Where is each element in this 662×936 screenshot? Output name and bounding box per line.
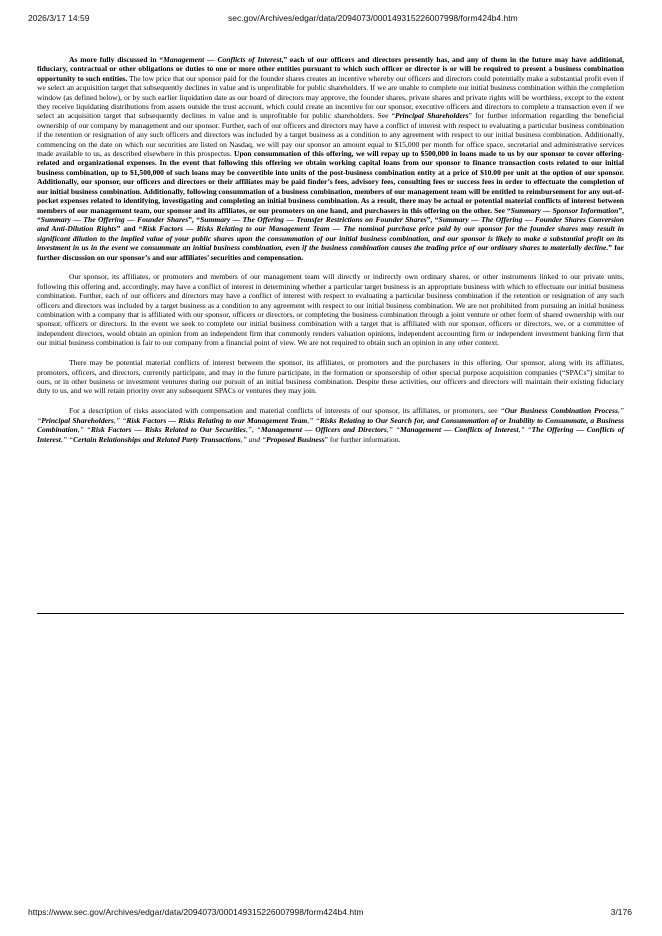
paragraph-conflicts-of-interest: As more fully discussed in “Management — Conflicts of Interest,” each of our officers and directors presently has, and any of them in the future may have additional, fiduciary, contractual or other obligations or duties to one or more other entities pursuant to which such officer or director is or will be required to present a business combination opportunity to such entities. The low price that our sponsor paid for the founder shares creates an incentive whereby our officers and directors could potentially make a substantial profit even if we select an acquisition target that subsequently declines in value and is unprofitable for public shareholders. If we are unable to complete our initial business combination within the completion window (as defined below), or by such earlier liquidation date as our board of directors may approve, the founder shares, private shares and private rights will be worthless, except to the extent they receive liquidating distributions from assets outside the trust account, which could create an incentive for our sponsor, executive officers and directors to complete a transaction even if we select an acquisition target that subsequently declines in value and is unprofitable for public shareholders. See “Principal Shareholders” for further information regarding the beneficial ownership of our company by management and our sponsor. Further, each of our officers and directors may have a conflict of interest with respect to evaluating a particular business combination if the retention or resignation of any such officers and directors was included by a target business as a condition to any agreement with respect to our initial business combination. Additionally, commencing on the date on which our securities are listed on Nasdaq, we will pay our sponsor an amount equal to $15,000 per month for office space, secretarial and administrative services made available to us, as described elsewhere in this prospectus. Upon consummation of this offering, we will repay up to $500,000 in loans made to us by our sponsor to cover offering-related and organizational expenses. In the event that following this offering we obtain working capital loans from our sponsor to finance transaction costs related to our initial business combination, up to $1,500,000 of such loans may be convertible into units of the post-business combination entity at a price of $10.00 per unit at the option of our sponsor. Additionally, our sponsor, our officers and directors or their affiliates may be paid finder’s fees, advisory fees, consulting fees or success fees in order to effectuate the completion of our initial business combination. Additionally, following consummation of a business combination, members of our management team will be entitled to reimbursement for any out-of-pocket expenses related to identifying, investigating and completing an initial business combination. As a result, there may be actual or potential material conflicts of interest between members of our management team, our sponsor and its affiliates, or our promoters on one hand, and purchasers in this offering on the other. See “Summary — Sponsor Information”, “Summary — The Offering — Founder Shares”, “Summary — The Offering — Transfer Restrictions on Founder Shares”, “Summary — The Offering — Founder Shares Conversion and Anti-Dilution Rights” and “Risk Factors — Risks Relating to our Management Team — The nominal purchase price paid by our sponsor for the founder shares may result in significant dilution to the implied value of your public shares upon the consummation of our initial business combination, and our sponsor is likely to make a substantial profit on its investment in us in the event we consummate an initial business combination, even if the business combination causes the trading price of our ordinary shares to materially decline.” for further discussion on our sponsor’s and our affiliates’ securities and compensation. <box>37 55 625 262</box>
print-url: https://www.sec.gov/Archives/edgar/data/2094073/000149315226007998/form424b4.htm <box>28 907 364 917</box>
section-divider <box>37 613 624 614</box>
xref-management-conflicts: Management — Conflicts of Interest <box>163 55 282 64</box>
print-page-title: sec.gov/Archives/edgar/data/2094073/000149315226007998/form424b4.htm <box>228 13 518 23</box>
document-body <box>37 55 624 454</box>
page-number: 3/176 <box>610 907 632 917</box>
print-datetime: 2026/3/17 14:59 <box>28 13 90 23</box>
xref-risk-management-team: Risk Factors — Risks Relating to our Management Team <box>126 415 308 425</box>
xref-risk-securities: Risk Factors — Risks Related to Our Securities <box>90 425 246 435</box>
paragraph-sponsor-ownership: Our sponsor, its affiliates, or promoters and members of our management team will directly or indirectly own ordinary shares, or other instruments linked to our private units, following this offering and, accordingly, may have a conflict of interest in determining whether a particular target business is an appropriate business with which to effectuate our initial business combination. Further, each of our officers and directors may have a conflict of interest with respect to evaluating a particular business combination if the retention or resignation of any such officers and directors was included by a target business as a condition to any agreement with respect to our initial business combination. We are not prohibited from pursuing an initial business combination with a company that is affiliated with our sponsor, officers or directors, or completing the business combination through a joint venture or other form of shared ownership with our sponsor, officers or directors. In the event we seek to complete our initial business combination with a target that is affiliated with our sponsor, officers or directors, we, or a committee of independent directors, would obtain an opinion from an independent firm that commonly renders valuation opinions, independent accounting firm or independent investment banking firm that our initial business combination is fair to our company from a financial point of view. We are not required to obtain such an opinion in any other context. <box>37 272 624 348</box>
xref-offering-conflicts: The Offering — Conflicts of Interest <box>37 425 625 444</box>
xref-proposed-business: Proposed Business <box>266 434 325 444</box>
xref-transfer-restrictions: Summary — The Offering — Transfer Restrictions on Founder Shares <box>200 214 427 224</box>
xref-business-combination-process: Our Business Combination Process <box>504 406 618 416</box>
xref-related-party: Certain Relationships and Related Party Transactions <box>73 434 241 444</box>
xref-anti-dilution-rights: Summary — The Offering — Founder Shares Conversion and Anti-Dilution Rights <box>37 214 624 234</box>
xref-risk-factors-dilution: Risk Factors — Risks Relating to our Management Team — The nominal purchase price paid by our sponsor for the founder shares may result in significant dilution to the implied value of your public shares upon the consummation of our initial business combination, and our sponsor is likely to make a substantial profit on its investment in us in the event we consummate an initial business combination, even if the business combination causes the trading price of our ordinary shares to materially decline. <box>37 224 624 253</box>
xref-principal-shareholders: Principal Shareholders <box>394 111 469 121</box>
paragraph-spac-conflicts: There may be potential material conflicts of interest between the sponsor, its affiliates, or promoters and the purchasers in this offering. Our sponsor, along with its affiliates, promoters, officers, and directors, currently participate, and may in the future participate, in the formation or sponsorship of other special purpose acquisition companies (“SPACs”) similar to ours, or in other business or investment ventures during our pursuit of an initial business combination. Despite these activities, our officers and directors will maintain their existing fiduciary duty to us, and we will retain priority over any subsequent SPACs or ventures they may join. <box>37 358 624 396</box>
xref-risk-search-consummation: Risks Relating to Our Search for, and Consummation of or Inability to Consummate, a Business Combination <box>37 415 624 435</box>
xref-founder-shares: Summary — The Offering — Founder Shares <box>40 214 189 224</box>
xref-officers-directors: Management — Officers and Directors <box>260 425 387 435</box>
xref-principal-shareholders-2: Principal Shareholders <box>41 415 114 425</box>
xref-sponsor-information: Summary — Sponsor Information <box>510 205 619 215</box>
paragraph-risk-references: For a description of risks associated with compensation and material conflicts of interests of our sponsor, its affiliates, or promoters, see “Our Business Combination Process,” “Principal Shareholders,” “Risk Factors — Risks Relating to our Management Team,” “Risks Relating to Our Search for, and Consummation of or Inability to Consummate, a Business Combination,” “Risk Factors — Risks Related to Our Securities,”, “Management — Officers and Directors,” “Management — Conflicts of Interest,” “The Offering — Conflicts of Interest,” “Certain Relationships and Related Party Transactions,” and “Proposed Business” for further information. <box>37 406 625 444</box>
xref-management-conflicts-2: Management — Conflicts of Interest <box>399 425 519 435</box>
